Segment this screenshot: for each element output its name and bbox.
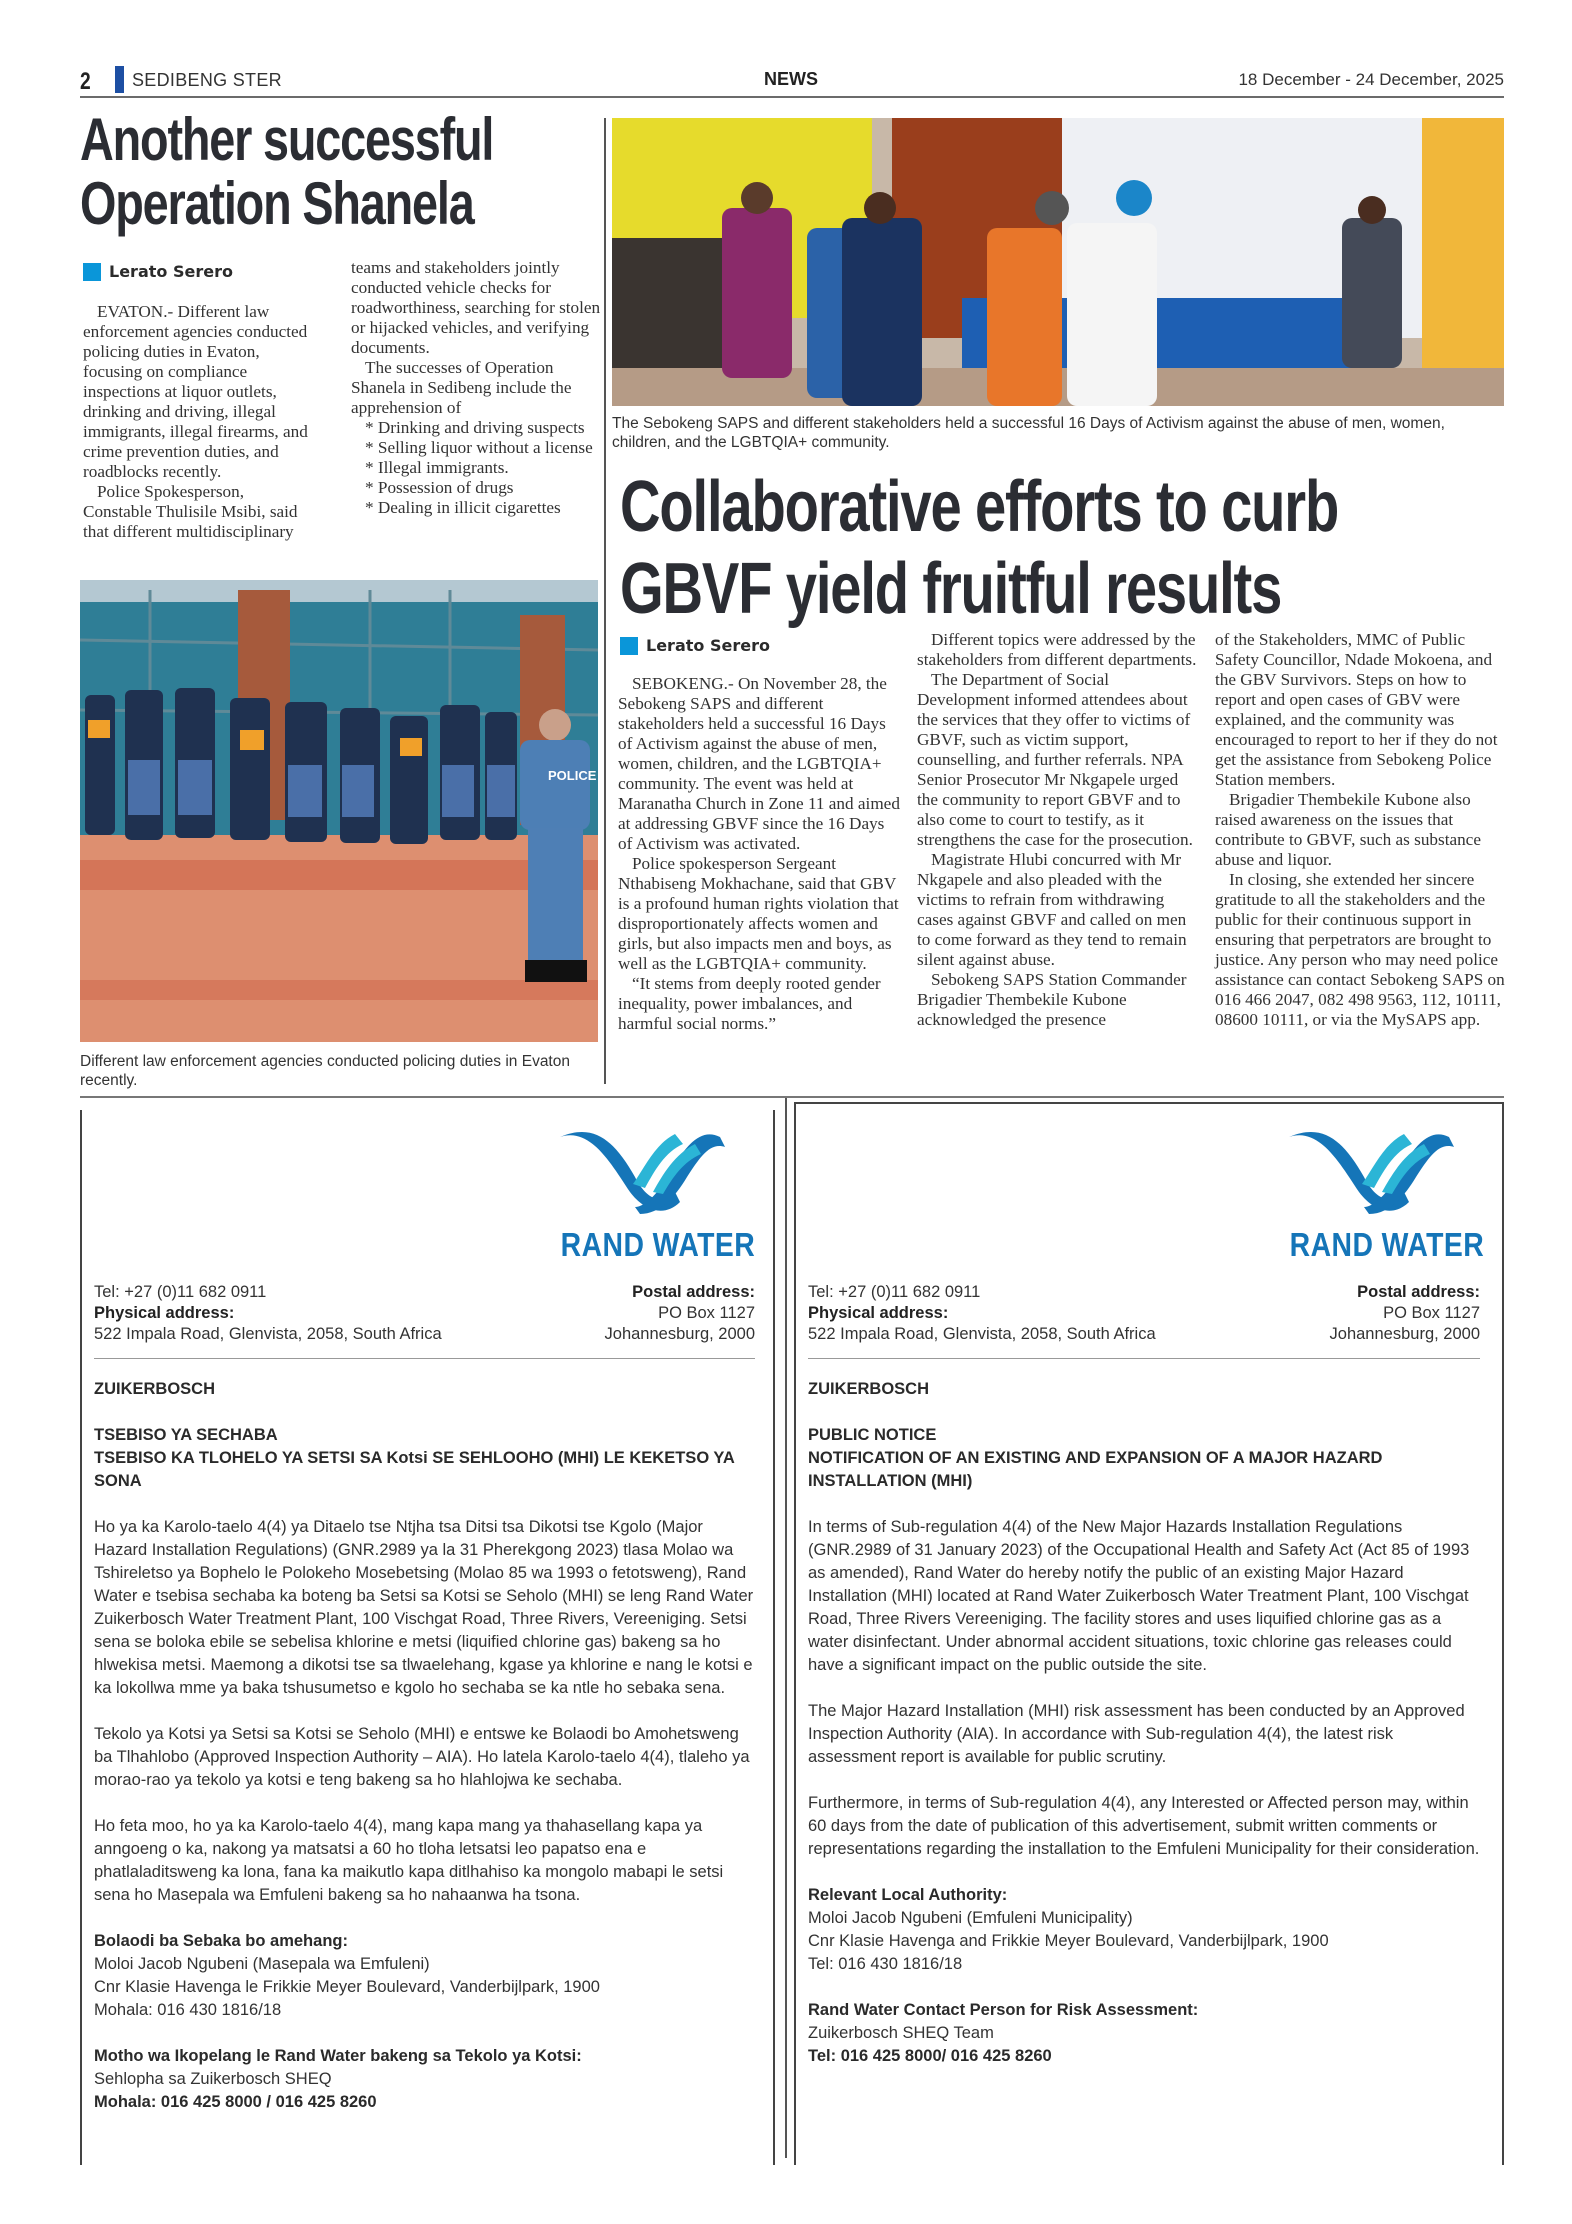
contact-label: Rand Water Contact Person for Risk Assessment: [808,2001,1199,2019]
paragraph: Sebokeng SAPS Station Commander Brigadier Thembekile Kubone acknowledged the presence [917,970,1187,1029]
notice-paragraph: Ho ya ka Karolo-taelo 4(4) ya Ditaelo tse Ntjha tsa Ditsi tsa Dikotsi tse Kgolo (Major Hazard Installation Regulations) (GNR.2989 ya la 31 Pherekgong 2023) tlasa Molao wa Tshireletso ya Bophelo le Polokeho Mosebetsing (Molao 85 wa 1993 o fetotsweng), Rand Water e tsebisa sechaba ka boteng ba Setsi sa Kotsi se Seholo (MHI) se leng Rand Water Zuikerbosch Water Treatment Plant, 100 Vischgat Road, Three Rivers, Vereeniging. Setsi sena se boloka ebile se sebelisa khlorine e metsi (liquified chlorine gas) bakeng sa ho hlwekisa metsi. Maemong a dikotsi tse sa tlwaelehang, kgase ya khlorine e nang le kotsi e ka lokollwa mme ya baka tshusumetso e kgolo ho sechaba se ka ntle ho sebaka sena. [94,1518,754,1697]
notice-body-english [808,1378,1480,2068]
gbvf-column-2 [917,630,1201,1030]
authority-name: Moloi Jacob Ngubeni (Emfuleni Municipality) [808,1909,1133,1927]
shanela-headline [80,108,579,236]
byline-author: Lerato Serero [646,636,770,655]
bullet-item: * Selling liquor without a license [365,438,593,457]
event-photo-caption: The Sebokeng SAPS and different stakeholders held a successful 16 Days of Activism against the abuse of men, women, children, and the LGBTQIA+ community. [612,415,1445,451]
authority-phone: Mohala: 016 430 1816/18 [94,2001,282,2019]
police-photo-image [80,580,598,1042]
rand-water-wave-icon [1244,1122,1484,1222]
gbvf-headline [620,466,1517,630]
rand-water-logo [515,1122,755,1272]
shanela-byline [83,262,233,281]
column-divider [604,118,606,1084]
contact-block-left [94,1282,442,1345]
headline-line: Collaborative efforts to curb [620,467,1339,547]
police-lineup-photo [80,580,598,1042]
brand-accent-bar [115,66,124,93]
rand-water-wave-icon [515,1122,755,1222]
rand-water-notice-sesotho [80,1110,775,2165]
physical-address: 522 Impala Road, Glenvista, 2058, South Africa [808,1325,1156,1343]
gbvf-column-1 [618,674,900,1034]
paragraph: Different topics were addressed by the stakeholders from different departments. [917,630,1197,669]
paragraph: The successes of Operation Shanela in Sedibeng include the apprehension of [351,358,572,417]
notice-paragraph: Tekolo ya Kotsi ya Setsi sa Kotsi se Seholo (MHI) e entswe ke Bolaodi bo Amohetsweng ba Tlhahlobo (Approved Inspection Authority – AIA). Ho latela Karolo-taelo 4(4), tlaleho ya morao-rao ya tekolo ya kotsi e teng bakeng sa ho hlahlojwa ke sechaba. [94,1725,750,1789]
contact-team: Sehlopha sa Zuikerbosch SHEQ [94,2070,332,2088]
notice-paragraph: Furthermore, in terms of Sub-regulation 4(4), any Interested or Affected person may, within 60 days from the date of publication of this advertisement, submit written comments or representations regarding the installation to the Emfuleni Municipality for their consideration. [808,1794,1480,1858]
rand-water-logo-text: RAND WATER [560,1226,755,1263]
byline-square-icon [83,263,101,281]
notice-body-sesotho [94,1378,755,2114]
paragraph: Brigadier Thembekile Kubone also raised awareness on the issues that contribute to GBVF, such as substance abuse and liquor. [1215,790,1481,869]
authority-label: Bolaodi ba Sebaka bo amehang: [94,1932,348,1950]
police-photo-caption: Different law enforcement agencies conducted policing duties in Evaton recently. [80,1053,570,1089]
rand-water-notice-english [794,1102,1504,2165]
postal-line: Johannesburg, 2000 [1329,1325,1480,1343]
notice-paragraph: In terms of Sub-regulation 4(4) of the New Major Hazards Installation Regulations (GNR.2989 of 31 January 2023) of the Occupational Health and Safety Act (Act 85 of 1993 as amended), Rand Water do hereby notify the public of an existing Major Hazard Installation (MHI) located at Rand Water Zuikerbosch Water Treatment Plant, 100 Vischgat Road, Three Rivers Vereeniging. The facility stores and uses liquified chlorine gas as a water disinfectant. Under abnormal accident situations, toxic chlorine gas releases could have a significant impact on the public outside the site. [808,1518,1470,1674]
event-photo-image [612,118,1504,406]
postal-line: PO Box 1127 [658,1304,755,1322]
paragraph: Magistrate Hlubi concurred with Mr Nkgapele and also pleaded with the victims to refrain from withdrawing cases against GBVF and called on men to come forward as they tend to remain silent against abuse. [917,850,1187,969]
authority-phone: Tel: 016 430 1816/18 [808,1955,963,1973]
gbvf-column-3 [1215,630,1507,1030]
paragraph: “It stems from deeply rooted gender inequality, power imbalances, and harmful social norms.” [618,974,881,1033]
notice-paragraph: Ho feta moo, ho ya ka Karolo-taelo 4(4), mang kapa mang ya thahasellang kapa ya anngoeng o ka, nakong ya matsatsi a 60 ho tloha letsatsi leo papatso ena e phatlaladitsweng ka lona, fana ka maikutlo kapa ditlhahiso ka mongolo mabapi le setsi sena ho Masepala wa Emfuleni bakeng sa ho nahaanwa ha tsona. [94,1817,724,1904]
contact-phone: Mohala: 016 425 8000 / 016 425 8260 [94,2093,377,2111]
bullet-item: * Dealing in illicit cigarettes [365,498,561,517]
authority-name: Moloi Jacob Ngubeni (Masepala wa Emfuleni) [94,1955,430,1973]
notice-paragraph: The Major Hazard Installation (MHI) risk assessment has been conducted by an Approved Inspection Authority (AIA). In accordance with Sub-regulation 4(4), the latest risk assessment report is available for public scrutiny. [808,1702,1465,1766]
paragraph: EVATON.- Different law enforcement agencies conducted policing duties in Evaton, focusing on compliance inspections at liquor outlets, drinking and driving, illegal immigrants, illegal firearms, and crime prevention duties, and roadblocks recently. [83,302,308,481]
paragraph: Police Spokesperson, Constable Thulisile Msibi, said that different multidisciplinary [83,482,298,541]
contact-block-left [808,1282,1156,1345]
shanela-column-2 [351,258,601,518]
postal-address-label: Postal address: [1357,1283,1480,1301]
physical-address-label: Physical address: [94,1304,235,1322]
notice-subtitle: TSEBISO KA TLOHELO YA SETSI SA Kotsi SE SEHLOOHO (MHI) LE KEKETSO YA SONA [94,1449,735,1490]
notice-subtitle: NOTIFICATION OF AN EXISTING AND EXPANSION OF A MAJOR HAZARD INSTALLATION (MHI) [808,1449,1383,1490]
police-vest-label: POLICE [548,768,597,783]
headline-line: Another successful [80,106,494,173]
authority-address: Cnr Klasie Havenga and Frikkie Meyer Boulevard, Vanderbijlpark, 1900 [808,1932,1329,1950]
contact-block-right [1330,1282,1480,1345]
section-label: NEWS [764,69,818,89]
gbvf-byline [620,636,770,655]
bullet-item: * Illegal immigrants. [365,458,509,477]
physical-address: 522 Impala Road, Glenvista, 2058, South Africa [94,1325,442,1343]
site-name: ZUIKERBOSCH [94,1380,216,1398]
authority-label: Relevant Local Authority: [808,1886,1008,1904]
notice-title: PUBLIC NOTICE [808,1426,937,1444]
bullet-item: * Possession of drugs [365,478,514,497]
headline-line: Operation Shanela [80,170,474,237]
publication-name: SEDIBENG STER [132,70,282,90]
physical-address-label: Physical address: [808,1304,949,1322]
ad-divider [808,1358,1480,1359]
postal-line: PO Box 1127 [1383,1304,1480,1322]
notice-title: TSEBISO YA SECHABA [94,1426,278,1444]
activism-event-photo [612,118,1504,406]
headline-line: GBVF yield fruitful results [620,549,1282,629]
site-name: ZUIKERBOSCH [808,1380,930,1398]
contact-block-right [605,1282,755,1345]
rand-water-logo-text: RAND WATER [1289,1226,1484,1263]
telephone: Tel: +27 (0)11 682 0911 [94,1283,267,1301]
section-divider [80,1096,1504,1098]
issue-date: 18 December - 24 December, 2025 [1238,70,1504,89]
postal-address-label: Postal address: [632,1283,755,1301]
ad-divider [94,1358,755,1359]
contact-team: Zuikerbosch SHEQ Team [808,2024,994,2042]
bullet-item: * Drinking and driving suspects [365,418,585,437]
paragraph: In closing, she extended her sincere gratitude to all the stakeholders and the public for their continuous support in ensuring that perpetrators are brought to justice. Any person who may need police assistance can contact Sebokeng SAPS on 016 466 2047, 082 498 9563, 112, 10111, 08600 10111, or via the MySAPS app. [1215,870,1505,1029]
telephone: Tel: +27 (0)11 682 0911 [808,1283,981,1301]
byline-square-icon [620,637,638,655]
contact-phone: Tel: 016 425 8000/ 016 425 8260 [808,2047,1052,2065]
shanela-column-1 [83,302,313,542]
paragraph: teams and stakeholders jointly conducted vehicle checks for roadworthiness, searching for stolen or hijacked vehicles, and verifying documents. [351,258,601,357]
contact-label: Motho wa Ikopelang le Rand Water bakeng sa Tekolo ya Kotsi: [94,2047,582,2065]
ad-gutter-line [785,1098,787,2158]
rand-water-logo [1244,1122,1484,1272]
byline-author: Lerato Serero [109,262,233,281]
masthead [80,66,1504,98]
paragraph: SEBOKENG.- On November 28, the Sebokeng SAPS and different stakeholders held a successful 16 Days of Activism against the abuse of men, women, children, and the LGBTQIA+ community. The event was held at Maranatha Church in Zone 11 and aimed at addressing GBVF since the 16 Days of Activism was activated. [618,674,900,853]
paragraph: of the Stakeholders, MMC of Public Safety Councillor, Ndade Mokoena, and the GBV Survivors. Steps on how to report and open cases of GBV were explained, and the community was encouraged to report to her if they do not get the assistance from Sebokeng Police Station members. [1215,630,1498,789]
paragraph: The Department of Social Development informed attendees about the services that they offer to victims of GBVF, such as victim support, counselling, and further referrals. NPA Senior Prosecutor Mr Nkgapele urged the community to report GBVF and to also come to court to testify, as it strengthens the case for the prosecution. [917,670,1193,849]
paragraph: Police spokesperson Sergeant Nthabiseng Mokhachane, said that GBV is a profound human rights violation that disproportionately affects women and girls, but also impacts men and boys, as well as the LGBTQIA+ community. [618,854,899,973]
page-number: 2 [80,68,91,95]
authority-address: Cnr Klasie Havenga le Frikkie Meyer Boulevard, Vanderbijlpark, 1900 [94,1978,600,1996]
postal-line: Johannesburg, 2000 [604,1325,755,1343]
